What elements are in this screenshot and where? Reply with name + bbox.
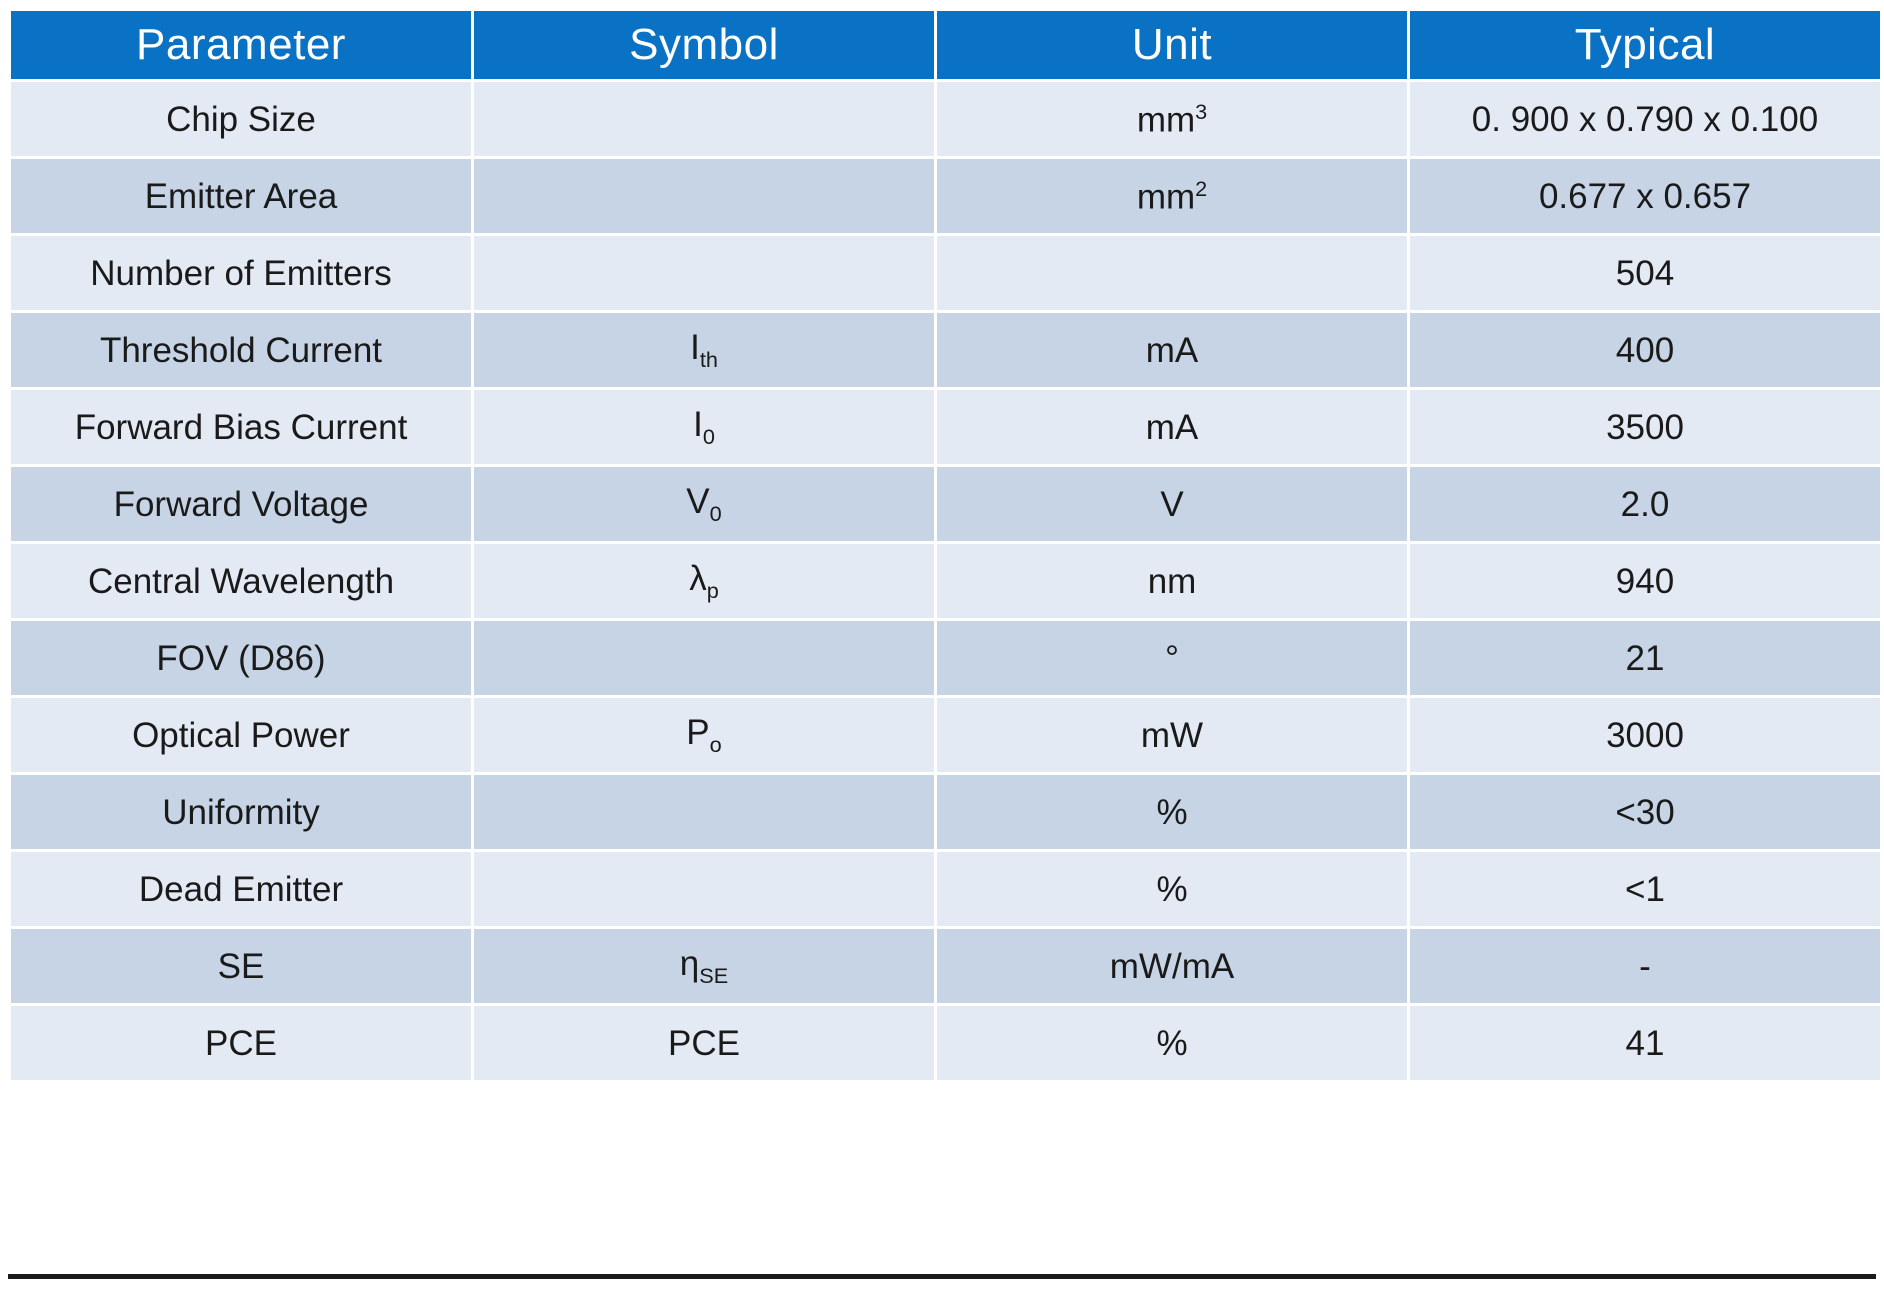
cell-symbol bbox=[474, 621, 934, 695]
cell-unit: mW/mA bbox=[937, 929, 1407, 1003]
column-header-unit: Unit bbox=[937, 11, 1407, 79]
cell-symbol: $I_0$ bbox=[474, 390, 934, 464]
cell-unit: $mm^3$ bbox=[937, 82, 1407, 156]
table-row bbox=[11, 621, 1880, 695]
cell-typical: 3000 bbox=[1410, 698, 1880, 772]
spec-table-container bbox=[8, 8, 1876, 1083]
cell-parameter: Optical Power bbox=[11, 698, 471, 772]
table-row bbox=[11, 698, 1880, 772]
cell-symbol: $P_o$ bbox=[474, 698, 934, 772]
cell-symbol bbox=[474, 775, 934, 849]
cell-parameter: FOV (D86) bbox=[11, 621, 471, 695]
cell-parameter: Forward Voltage bbox=[11, 467, 471, 541]
table-row bbox=[11, 159, 1880, 233]
cell-typical: 400 bbox=[1410, 313, 1880, 387]
cell-parameter: Chip Size bbox=[11, 82, 471, 156]
table-row bbox=[11, 82, 1880, 156]
cell-typical: 0.677 x 0.657 bbox=[1410, 159, 1880, 233]
cell-parameter: Number of Emitters bbox=[11, 236, 471, 310]
cell-typical: - bbox=[1410, 929, 1880, 1003]
unit-superscript: 2 bbox=[1195, 175, 1208, 201]
cell-unit bbox=[937, 236, 1407, 310]
cell-typical: <30 bbox=[1410, 775, 1880, 849]
cell-parameter: Emitter Area bbox=[11, 159, 471, 233]
table-body bbox=[11, 82, 1880, 1080]
cell-unit: % bbox=[937, 1006, 1407, 1080]
cell-unit: $mm^2$ bbox=[937, 159, 1407, 233]
unit-superscript: 3 bbox=[1195, 98, 1208, 124]
symbol-subscript: 0 bbox=[709, 500, 722, 526]
column-header-typical: Typical bbox=[1410, 11, 1880, 79]
cell-typical: 21 bbox=[1410, 621, 1880, 695]
cell-symbol: $V_0$ bbox=[474, 467, 934, 541]
symbol-subscript: 0 bbox=[702, 423, 715, 449]
cell-symbol bbox=[474, 159, 934, 233]
table-header-row bbox=[11, 11, 1880, 79]
cell-parameter: Uniformity bbox=[11, 775, 471, 849]
bottom-divider bbox=[8, 1274, 1876, 1279]
table-row bbox=[11, 929, 1880, 1003]
symbol-subscript: th bbox=[699, 346, 718, 372]
table-row bbox=[11, 852, 1880, 926]
symbol-subscript: p bbox=[706, 577, 719, 603]
symbol-subscript: SE bbox=[699, 962, 729, 988]
cell-unit: ° bbox=[937, 621, 1407, 695]
cell-parameter: Central Wavelength bbox=[11, 544, 471, 618]
cell-unit: mW bbox=[937, 698, 1407, 772]
table-row bbox=[11, 313, 1880, 387]
cell-symbol: $\lambda_p$ bbox=[474, 544, 934, 618]
cell-symbol: $\eta_{SE}$ bbox=[474, 929, 934, 1003]
table-row bbox=[11, 390, 1880, 464]
table-row bbox=[11, 467, 1880, 541]
cell-symbol bbox=[474, 236, 934, 310]
cell-symbol: $I_{th}$ bbox=[474, 313, 934, 387]
spec-table bbox=[8, 8, 1883, 1083]
cell-typical: 504 bbox=[1410, 236, 1880, 310]
symbol-subscript: o bbox=[709, 731, 722, 757]
cell-symbol: PCE bbox=[474, 1006, 934, 1080]
cell-unit: nm bbox=[937, 544, 1407, 618]
cell-typical: 41 bbox=[1410, 1006, 1880, 1080]
cell-symbol bbox=[474, 82, 934, 156]
cell-typical: 0. 900 x 0.790 x 0.100 bbox=[1410, 82, 1880, 156]
cell-parameter: PCE bbox=[11, 1006, 471, 1080]
table-header bbox=[11, 11, 1880, 79]
cell-typical: <1 bbox=[1410, 852, 1880, 926]
cell-parameter: Threshold Current bbox=[11, 313, 471, 387]
cell-parameter: Forward Bias Current bbox=[11, 390, 471, 464]
cell-typical: 940 bbox=[1410, 544, 1880, 618]
cell-unit: V bbox=[937, 467, 1407, 541]
cell-unit: mA bbox=[937, 390, 1407, 464]
table-row bbox=[11, 544, 1880, 618]
cell-unit: % bbox=[937, 775, 1407, 849]
cell-unit: mA bbox=[937, 313, 1407, 387]
cell-unit: % bbox=[937, 852, 1407, 926]
table-row bbox=[11, 775, 1880, 849]
table-row bbox=[11, 1006, 1880, 1080]
cell-symbol bbox=[474, 852, 934, 926]
cell-typical: 3500 bbox=[1410, 390, 1880, 464]
column-header-symbol: Symbol bbox=[474, 11, 934, 79]
cell-parameter: SE bbox=[11, 929, 471, 1003]
column-header-parameter: Parameter bbox=[11, 11, 471, 79]
cell-parameter: Dead Emitter bbox=[11, 852, 471, 926]
cell-typical: 2.0 bbox=[1410, 467, 1880, 541]
table-row bbox=[11, 236, 1880, 310]
